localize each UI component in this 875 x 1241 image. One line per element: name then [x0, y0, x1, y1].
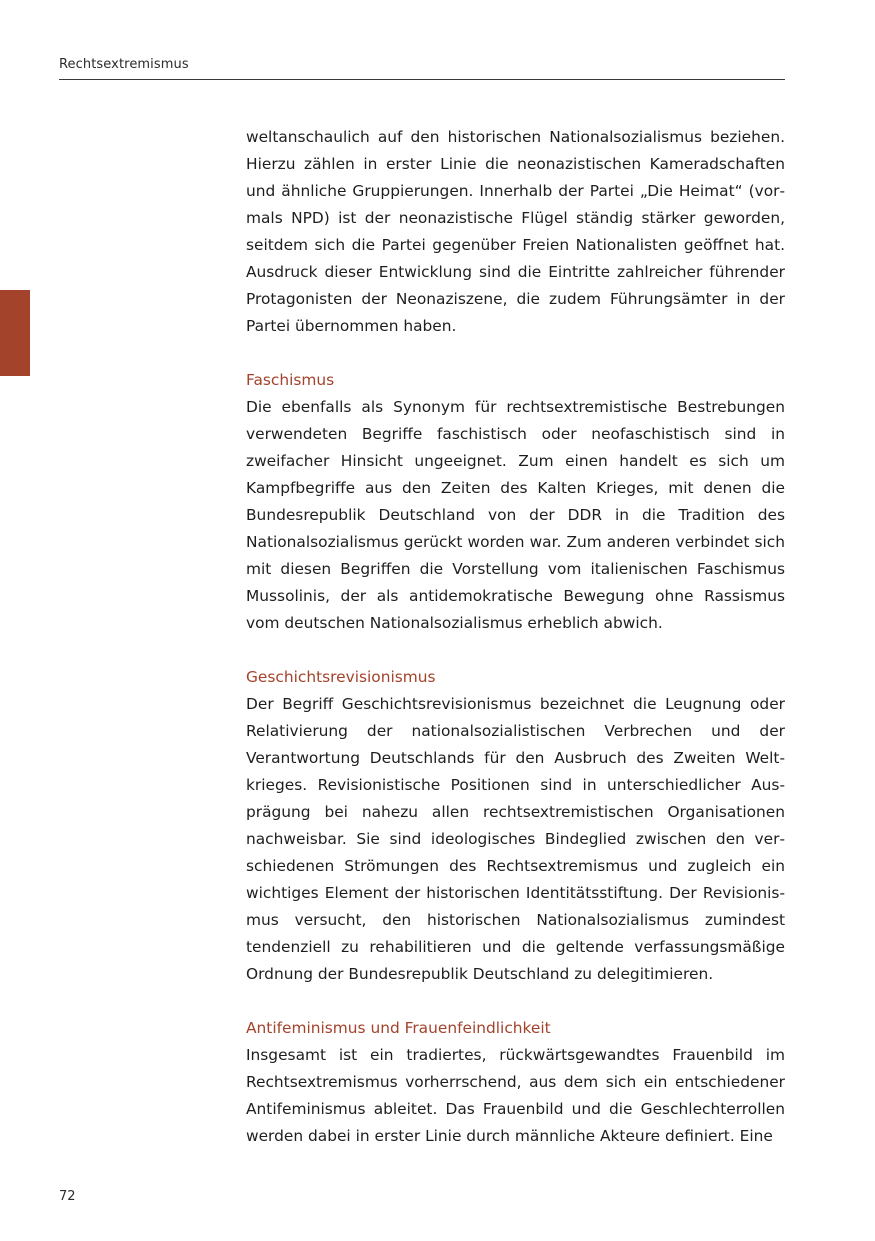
section-paragraph: Die ebenfalls als Synonym für rechtsextremistische Bestrebungen verwendeten Begriffe faschistisch oder neofaschistisch sind in zweifacher Hinsicht ungeeignet. Zum einen handelt es sich um Kampfbegriffe aus den Zeiten des Kalten Krieges, mit denen die Bundesrepublik Deutschland von der DDR in die Tradition des Nationalsozialismus gerückt worden war. Zum anderen verbindet sich mit diesen Begriffen die Vorstellung vom italienischen Faschismus Mussolinis, der als antidemokratische Bewegung ohne Rassismus vom deutschen Nationalsozialismus erheblich abwich. — [246, 398, 785, 632]
running-header: Rechtsextremismus — [59, 57, 189, 72]
section-faschismus — [246, 367, 785, 637]
section-paragraph: Insgesamt ist ein tradiertes, rückwärtsgewandtes Frauenbild im Rechtsextremismus vorherrschend, aus dem sich ein entschiedener Antifeminismus ableitet. Das Frauenbild und die Geschlechterrollen werden dabei in erster Linie durch männliche Akteure definiert. Eine — [246, 1046, 785, 1145]
main-text-column — [246, 124, 785, 1150]
header-rule — [59, 79, 785, 80]
intro-paragraph: weltanschaulich auf den historischen Nationalsozialismus beziehen. Hierzu zählen in erster Linie die neonazistischen Kameradschaften und ähnliche Gruppierungen. Innerhalb der Partei „Die Heimat“ (vormals NPD) ist der neonazistische Flügel ständig stärker geworden, seitdem sich die Partei gegenüber Freien Nationalisten geöffnet hat. Ausdruck dieser Entwicklung sind die Eintritte zahlreicher führender Protagonisten der Neonaziszene, die zudem Führungsämter in der Partei übernommen haben. — [246, 128, 785, 335]
section-geschichtsrevisionismus — [246, 664, 785, 988]
section-paragraph: Der Begriff Geschichtsrevisionismus bezeichnet die Leugnung oder Relativierung der nationalsozialistischen Verbrechen und der Verantwortung Deutschlands für den Ausbruch des Zweiten Weltkrieges. Revisionistische Positionen sind in unterschiedlicher Ausprägung bei nahezu allen rechtsextremistischen Organisationen nachweisbar. Sie sind ideologisches Bindeglied zwischen den verschiedenen Strömungen des Rechtsextremismus und zugleich ein wichtiges Element der historischen Identitätsstiftung. Der Revisionismus versucht, den historischen Nationalsozialismus zumindest tendenziell zu rehabilitieren und die geltende verfassungsmäßige Ordnung der Bundesrepublik Deutschland zu delegitimieren. — [246, 695, 785, 983]
section-heading: Faschismus — [246, 371, 335, 389]
section-heading: Geschichtsrevisionismus — [246, 668, 436, 686]
chapter-tab-marker — [0, 290, 30, 376]
section-heading: Antifeminismus und Frauenfeindlichkeit — [246, 1019, 551, 1037]
section-antifeminismus — [246, 1015, 785, 1150]
page-number: 72 — [59, 1189, 76, 1204]
